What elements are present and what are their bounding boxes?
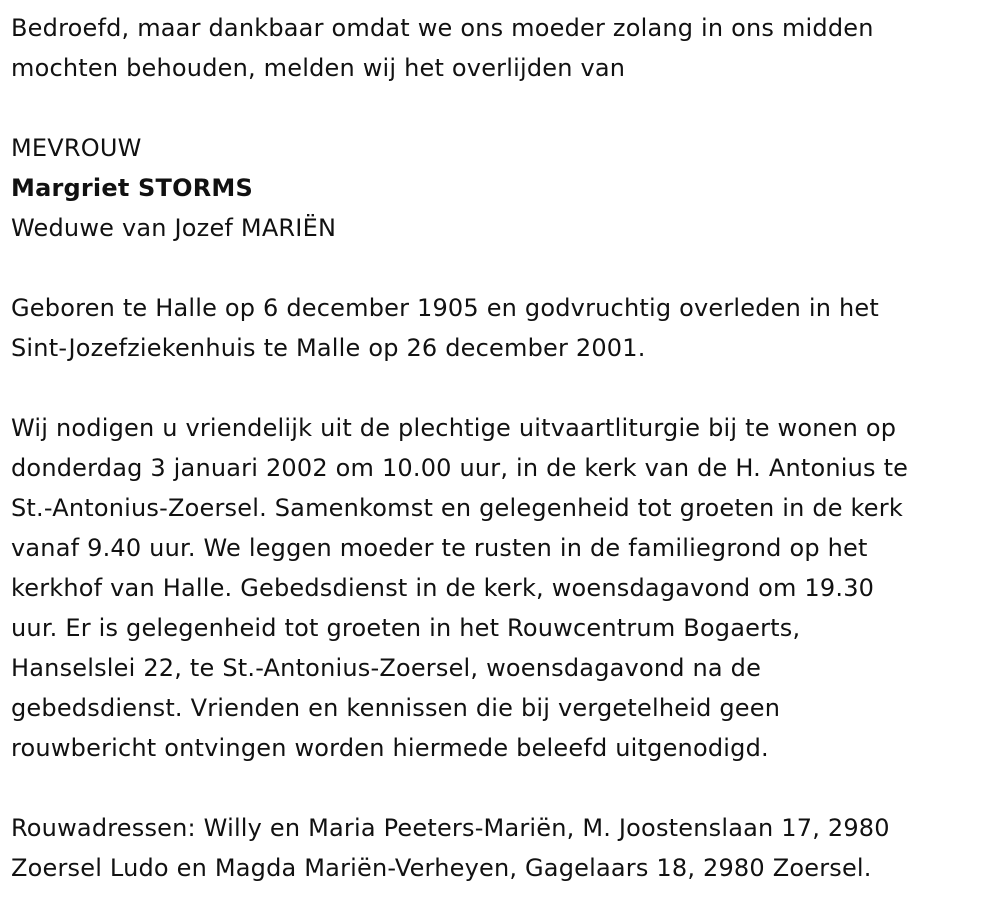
ceremony-line: St.-Antonius-Zoersel. Samenkomst en gelegenheid tot groeten in de kerk: [11, 494, 903, 522]
birth-death-line: Sint-Jozefziekenhuis te Malle op 26 december 2001.: [11, 334, 646, 362]
ceremony-line: donderdag 3 januari 2002 om 10.00 uur, in de kerk van de H. Antonius te: [11, 454, 909, 482]
birth-death-paragraph: [11, 288, 991, 368]
paragraph-spacer: [11, 88, 991, 128]
obituary-document: [11, 8, 991, 888]
ceremony-line: Hanselslei 22, te St.-Antonius-Zoersel, woensdagavond na de: [11, 654, 762, 682]
intro-line: Bedroefd, maar dankbaar omdat we ons moeder zolang in ons midden: [11, 14, 874, 42]
spouse-line: Weduwe van Jozef MARIËN: [11, 214, 337, 242]
intro-paragraph: [11, 8, 991, 88]
intro-line: mochten behouden, melden wij het overlijden van: [11, 54, 626, 82]
ceremony-line: Wij nodigen u vriendelijk uit de plechtige uitvaartliturgie bij te wonen op: [11, 414, 897, 442]
deceased-block: [11, 128, 991, 248]
ceremony-line: kerkhof van Halle. Gebedsdienst in de kerk, woensdagavond om 19.30: [11, 574, 875, 602]
paragraph-spacer: [11, 768, 991, 808]
birth-death-line: Geboren te Halle op 6 december 1905 en godvruchtig overleden in het: [11, 294, 879, 322]
address-line: Rouwadressen: Willy en Maria Peeters-Mariën, M. Joostenslaan 17, 2980: [11, 814, 890, 842]
ceremony-line: vanaf 9.40 uur. We leggen moeder te rusten in de familiegrond op het: [11, 534, 868, 562]
deceased-name: Margriet STORMS: [11, 174, 253, 202]
addresses-paragraph: [11, 808, 991, 888]
paragraph-spacer: [11, 368, 991, 408]
paragraph-spacer: [11, 248, 991, 288]
ceremony-line: uur. Er is gelegenheid tot groeten in het Rouwcentrum Bogaerts,: [11, 614, 801, 642]
address-line: Zoersel Ludo en Magda Mariën-Verheyen, Gagelaars 18, 2980 Zoersel.: [11, 854, 872, 882]
ceremony-line: gebedsdienst. Vrienden en kennissen die bij vergetelheid geen: [11, 694, 781, 722]
honorific-title: MEVROUW: [11, 134, 142, 162]
ceremony-paragraph: [11, 408, 991, 768]
ceremony-line: rouwbericht ontvingen worden hiermede beleefd uitgenodigd.: [11, 734, 769, 762]
